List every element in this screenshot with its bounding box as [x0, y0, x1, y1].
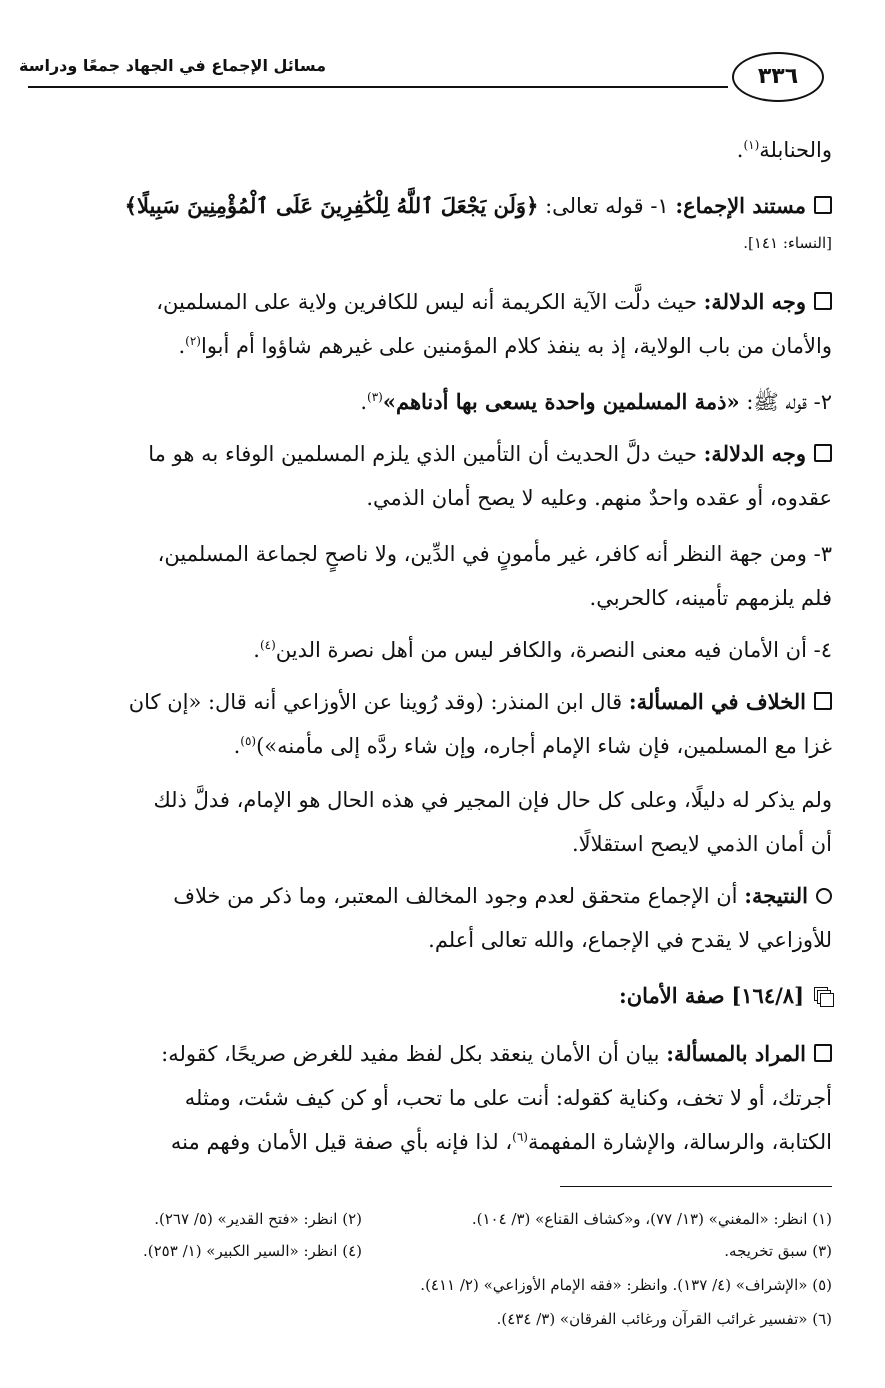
footnote-ref: (٤) [259, 638, 276, 652]
quran-verse: ﴿وَلَن يَجْعَلَ ٱللَّهُ لِلْكَٰفِرِينَ عَلَى ٱلْمُؤْمِنِينَ سَبِيلًا﴾ [124, 193, 539, 218]
footnote-5: (٥) «الإشراف» (٤/ ١٣٧). وانظر: «فقه الإمام الأوزاعي» (٢/ ٤١١). [420, 1276, 832, 1294]
square-bullet-icon [814, 692, 832, 710]
section-heading [66, 974, 832, 1018]
circle-bullet-icon [816, 888, 832, 904]
section-number: [١٦٤/٨] [731, 983, 804, 1008]
header-rule [28, 86, 728, 88]
footnote-1: (١) انظر: «المغني» (١٣/ ٧٧)، و«كشاف القناع» (٣/ ١٠٤). [471, 1210, 832, 1228]
footnote-ref: (٦) [512, 1130, 528, 1144]
paragraph-evidence: مستند الإجماع: ١- قوله تعالى: ﴿وَلَن يَجْعَلَ ٱللَّهُ لِلْكَٰفِرِينَ عَلَى ٱلْمُؤْمِنِينَ سَبِيلًا﴾ [66, 184, 832, 228]
square-bullet-icon [814, 196, 832, 214]
square-bullet-icon [814, 1044, 832, 1062]
page-header [19, 52, 824, 112]
footnote-ref: (٥) [240, 734, 257, 748]
paragraph-comment: ولم يذكر له دليلًا، وعلى كل حال فإن المجير في هذه الحال هو الإمام، فدلَّ ذلك أن أمان الذمي لايصح استقلالًا. [153, 788, 832, 856]
verse-reference: [النساء: ١٤١]. [743, 234, 832, 252]
footnote-ref: (١) [743, 138, 760, 152]
paragraph-point-4: ٤- أن الأمان فيه معنى النصرة، والكافر ليس من أهل نصرة الدين$^{(٤)}$. [253, 638, 832, 662]
paragraph-result: النتيجة: أن الإجماع متحقق لعدم وجود المخالف المعتبر، وما ذكر من خلاف للأوزاعي لا يقدح في الإجماع، والله تعالى أعلم. [173, 883, 832, 952]
footnote-2: (٢) انظر: «فتح القدير» (٥/ ٢٦٧). [154, 1210, 362, 1228]
footnote-4: (٤) انظر: «السير الكبير» (١/ ٢٥٣). [143, 1242, 362, 1260]
page-number: ٣٣٦ [732, 52, 824, 102]
square-bullet-icon [814, 292, 832, 310]
running-title: مسائل الإجماع في الجهاد جمعًا ودراسة [19, 56, 326, 75]
footnote-separator [560, 1186, 832, 1187]
paragraph-murad: المراد بالمسألة: بيان أن الأمان ينعقد بكل لفظ مفيد للغرض صريحًا، كقوله: أجرتك، أو لا تخف، وكناية كقوله: أنت على ما تحب، أو كن كيف شئت، ومثله الكتابة، والرسالة، والإشارة المفهمة$^{(٦)}$، لذا فإنه بأي صفة قيل الأمان وفهم منه [161, 1041, 832, 1154]
paragraph-wajh-2: وجه الدلالة: حيث دلَّ الحديث أن التأمين الذي يلزم المسلمين الوفاء به هو ما عقدوه، أو عقده واحدٌ منهم. وعليه لا يصح أمان الذمي. [148, 441, 832, 510]
footnote-ref: (٢) [185, 334, 201, 348]
hadith-quote: «ذمة المسلمين واحدة يسعى بها أدناهم» [382, 389, 740, 414]
square-bullet-icon [814, 444, 832, 462]
paragraph-khilaf: الخلاف في المسألة: قال ابن المنذر: (وقد رُوينا عن الأوزاعي أنه قال: «إن كان غزا مع المسلمين، فإن شاء الإمام أجاره، وإن شاء ردَّه إلى مأمنه»)$^{(٥)}$. [128, 689, 832, 758]
section-title: صفة الأمان: [618, 983, 725, 1008]
paragraph-wajh-1: وجه الدلالة: حيث دلَّت الآية الكريمة أنه ليس للكافرين ولاية على المسلمين، والأمان من باب الولاية، إذ به ينفذ كلام المؤمنين على غيرهم شاؤوا أم أبوا$^{(٢)}$. [156, 289, 832, 358]
paragraph-hadith: ٢- قوله ﷺ: «ذمة المسلمين واحدة يسعى بها أدناهم»$^{(٣)}$. [360, 389, 832, 414]
stacked-pages-icon [814, 987, 832, 1005]
paragraph-point-3: ٣- ومن جهة النظر أنه كافر، غير مأمونٍ في الدِّين، ولا ناصحٍ لجماعة المسلمين، فلم يلزمهم تأمينه، كالحربي. [157, 542, 832, 610]
footnote-ref: (٣) [367, 390, 383, 404]
footnote-3: (٣) سبق تخريجه. [724, 1242, 832, 1260]
footnote-6: (٦) «تفسير غرائب القرآن ورغائب الفرقان» (٣/ ٤٣٤). [496, 1310, 832, 1328]
paragraph-hanabila: والحنابلة$^{(١)}$. [736, 138, 832, 162]
